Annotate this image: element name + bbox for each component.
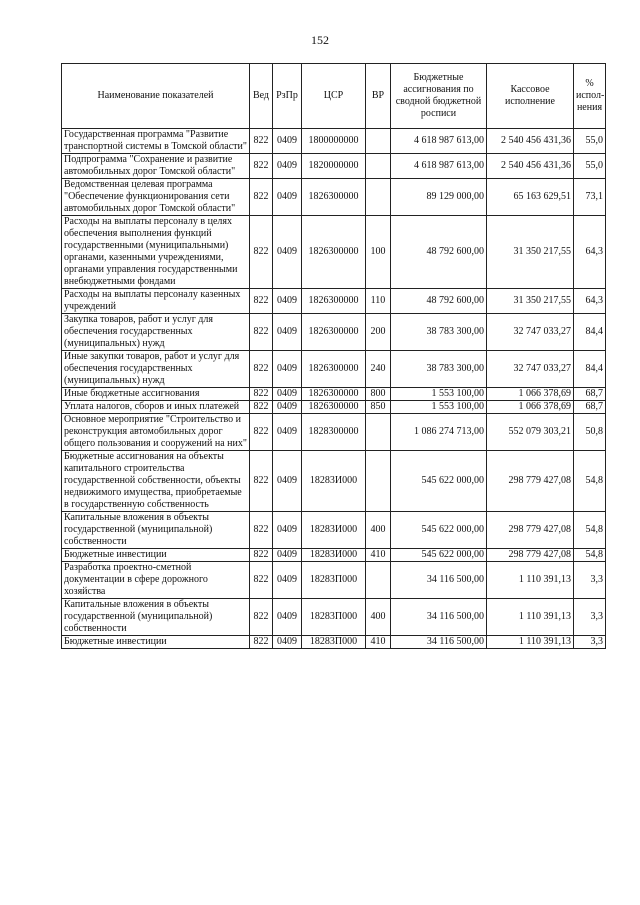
cell-budget: 34 116 500,00 bbox=[391, 599, 487, 636]
cell-rzpr: 0409 bbox=[273, 314, 302, 351]
cell-csr: 18283И000 bbox=[302, 451, 366, 512]
table-row bbox=[62, 351, 606, 388]
cell-ved: 822 bbox=[250, 179, 273, 216]
cell-ved: 822 bbox=[250, 414, 273, 451]
cell-budget: 545 622 000,00 bbox=[391, 451, 487, 512]
cell-rzpr: 0409 bbox=[273, 414, 302, 451]
cell-rzpr: 0409 bbox=[273, 388, 302, 401]
cell-name: Расходы на выплаты персоналу казенных учреждений bbox=[62, 289, 250, 314]
cell-name: Закупка товаров, работ и услуг для обеспечения государственных (муниципальных) нужд bbox=[62, 314, 250, 351]
cell-budget: 48 792 600,00 bbox=[391, 216, 487, 289]
cell-csr: 1820000000 bbox=[302, 154, 366, 179]
cell-vr bbox=[366, 562, 391, 599]
cell-percent: 55,0 bbox=[574, 154, 606, 179]
cell-name: Ведомственная целевая программа "Обеспечение функционирования сети автомобильных дорог Томской области" bbox=[62, 179, 250, 216]
cell-budget: 1 086 274 713,00 bbox=[391, 414, 487, 451]
cell-percent: 68,7 bbox=[574, 388, 606, 401]
cell-vr bbox=[366, 179, 391, 216]
table-row bbox=[62, 154, 606, 179]
cell-name: Иные бюджетные ассигнования bbox=[62, 388, 250, 401]
cell-cash: 31 350 217,55 bbox=[487, 216, 574, 289]
table-row bbox=[62, 562, 606, 599]
table-row bbox=[62, 451, 606, 512]
cell-budget: 89 129 000,00 bbox=[391, 179, 487, 216]
cell-name: Основное мероприятие "Строительство и реконструкция автомобильных дорог общего пользования и сооружений на них" bbox=[62, 414, 250, 451]
cell-percent: 73,1 bbox=[574, 179, 606, 216]
table-row bbox=[62, 599, 606, 636]
header-name: Наименование показателей bbox=[62, 64, 250, 129]
cell-percent: 68,7 bbox=[574, 401, 606, 414]
cell-rzpr: 0409 bbox=[273, 512, 302, 549]
cell-csr: 18283И000 bbox=[302, 549, 366, 562]
cell-name: Иные закупки товаров, работ и услуг для обеспечения государственных (муниципальных) нужд bbox=[62, 351, 250, 388]
cell-cash: 298 779 427,08 bbox=[487, 549, 574, 562]
cell-csr: 18283И000 bbox=[302, 512, 366, 549]
cell-ved: 822 bbox=[250, 451, 273, 512]
cell-cash: 1 110 391,13 bbox=[487, 636, 574, 649]
cell-rzpr: 0409 bbox=[273, 562, 302, 599]
cell-cash: 298 779 427,08 bbox=[487, 451, 574, 512]
cell-percent: 54,8 bbox=[574, 549, 606, 562]
cell-vr: 400 bbox=[366, 599, 391, 636]
cell-ved: 822 bbox=[250, 636, 273, 649]
header-ved: Вед bbox=[250, 64, 273, 129]
cell-csr: 1826300000 bbox=[302, 179, 366, 216]
table-row bbox=[62, 314, 606, 351]
table-row bbox=[62, 414, 606, 451]
cell-csr: 1826300000 bbox=[302, 401, 366, 414]
table-row bbox=[62, 388, 606, 401]
cell-name: Подпрограмма "Сохранение и развитие автомобильных дорог Томской области" bbox=[62, 154, 250, 179]
cell-percent: 54,8 bbox=[574, 451, 606, 512]
cell-name: Расходы на выплаты персоналу в целях обеспечения выполнения функций государственными (муниципальными) органами, казенными учреждениями, органами управления государственными внебюджетными фондами bbox=[62, 216, 250, 289]
cell-name: Бюджетные инвестиции bbox=[62, 636, 250, 649]
cell-budget: 1 553 100,00 bbox=[391, 388, 487, 401]
cell-percent: 64,3 bbox=[574, 289, 606, 314]
budget-execution-table bbox=[61, 63, 606, 649]
cell-cash: 32 747 033,27 bbox=[487, 314, 574, 351]
cell-cash: 1 110 391,13 bbox=[487, 599, 574, 636]
cell-rzpr: 0409 bbox=[273, 154, 302, 179]
header-cash: Кассовое исполнение bbox=[487, 64, 574, 129]
cell-vr: 110 bbox=[366, 289, 391, 314]
cell-budget: 545 622 000,00 bbox=[391, 512, 487, 549]
cell-budget: 4 618 987 613,00 bbox=[391, 154, 487, 179]
cell-ved: 822 bbox=[250, 599, 273, 636]
cell-vr bbox=[366, 414, 391, 451]
cell-rzpr: 0409 bbox=[273, 289, 302, 314]
cell-ved: 822 bbox=[250, 351, 273, 388]
cell-budget: 48 792 600,00 bbox=[391, 289, 487, 314]
header-vr: ВР bbox=[366, 64, 391, 129]
cell-percent: 55,0 bbox=[574, 129, 606, 154]
table-row bbox=[62, 512, 606, 549]
cell-budget: 38 783 300,00 bbox=[391, 314, 487, 351]
cell-budget: 34 116 500,00 bbox=[391, 562, 487, 599]
cell-ved: 822 bbox=[250, 512, 273, 549]
cell-cash: 1 066 378,69 bbox=[487, 401, 574, 414]
cell-rzpr: 0409 bbox=[273, 636, 302, 649]
cell-vr: 400 bbox=[366, 512, 391, 549]
cell-cash: 1 066 378,69 bbox=[487, 388, 574, 401]
header-percent: % испол-нения bbox=[574, 64, 606, 129]
cell-csr: 1828300000 bbox=[302, 414, 366, 451]
cell-rzpr: 0409 bbox=[273, 179, 302, 216]
cell-percent: 84,4 bbox=[574, 314, 606, 351]
cell-vr: 410 bbox=[366, 636, 391, 649]
cell-vr: 410 bbox=[366, 549, 391, 562]
header-rzpr: РзПр bbox=[273, 64, 302, 129]
cell-cash: 32 747 033,27 bbox=[487, 351, 574, 388]
cell-name: Капитальные вложения в объекты государственной (муниципальной) собственности bbox=[62, 512, 250, 549]
cell-cash: 65 163 629,51 bbox=[487, 179, 574, 216]
table-row bbox=[62, 549, 606, 562]
cell-rzpr: 0409 bbox=[273, 401, 302, 414]
cell-budget: 545 622 000,00 bbox=[391, 549, 487, 562]
cell-vr bbox=[366, 129, 391, 154]
header-csr: ЦСР bbox=[302, 64, 366, 129]
cell-csr: 1826300000 bbox=[302, 289, 366, 314]
cell-percent: 3,3 bbox=[574, 599, 606, 636]
cell-rzpr: 0409 bbox=[273, 599, 302, 636]
cell-rzpr: 0409 bbox=[273, 451, 302, 512]
cell-name: Бюджетные инвестиции bbox=[62, 549, 250, 562]
page-number: 152 bbox=[311, 33, 329, 47]
cell-name: Капитальные вложения в объекты государственной (муниципальной) собственности bbox=[62, 599, 250, 636]
table-row bbox=[62, 179, 606, 216]
cell-csr: 1826300000 bbox=[302, 314, 366, 351]
cell-cash: 552 079 303,21 bbox=[487, 414, 574, 451]
cell-csr: 18283П000 bbox=[302, 562, 366, 599]
cell-cash: 31 350 217,55 bbox=[487, 289, 574, 314]
cell-ved: 822 bbox=[250, 401, 273, 414]
cell-name: Уплата налогов, сборов и иных платежей bbox=[62, 401, 250, 414]
table-row bbox=[62, 129, 606, 154]
cell-vr bbox=[366, 451, 391, 512]
cell-rzpr: 0409 bbox=[273, 129, 302, 154]
cell-budget: 4 618 987 613,00 bbox=[391, 129, 487, 154]
cell-csr: 18283П000 bbox=[302, 599, 366, 636]
cell-ved: 822 bbox=[250, 562, 273, 599]
cell-percent: 3,3 bbox=[574, 636, 606, 649]
cell-csr: 1800000000 bbox=[302, 129, 366, 154]
cell-ved: 822 bbox=[250, 549, 273, 562]
cell-cash: 2 540 456 431,36 bbox=[487, 129, 574, 154]
cell-rzpr: 0409 bbox=[273, 351, 302, 388]
cell-budget: 1 553 100,00 bbox=[391, 401, 487, 414]
cell-cash: 2 540 456 431,36 bbox=[487, 154, 574, 179]
cell-budget: 34 116 500,00 bbox=[391, 636, 487, 649]
cell-csr: 1826300000 bbox=[302, 216, 366, 289]
header-budget: Бюджетные ассигнования по сводной бюджетной росписи bbox=[391, 64, 487, 129]
cell-vr: 800 bbox=[366, 388, 391, 401]
cell-vr: 100 bbox=[366, 216, 391, 289]
cell-rzpr: 0409 bbox=[273, 549, 302, 562]
cell-cash: 298 779 427,08 bbox=[487, 512, 574, 549]
cell-percent: 54,8 bbox=[574, 512, 606, 549]
cell-name: Бюджетные ассигнования на объекты капитального строительства государственной собственности, объекты недвижимого имущества, приобретаемые в государственную собственность bbox=[62, 451, 250, 512]
cell-ved: 822 bbox=[250, 129, 273, 154]
cell-percent: 84,4 bbox=[574, 351, 606, 388]
cell-percent: 3,3 bbox=[574, 562, 606, 599]
cell-percent: 64,3 bbox=[574, 216, 606, 289]
cell-vr: 240 bbox=[366, 351, 391, 388]
cell-csr: 1826300000 bbox=[302, 351, 366, 388]
table-row bbox=[62, 289, 606, 314]
table-header-row bbox=[62, 64, 606, 129]
cell-vr bbox=[366, 154, 391, 179]
cell-name: Разработка проектно-сметной документации в сфере дорожного хозяйства bbox=[62, 562, 250, 599]
cell-csr: 18283П000 bbox=[302, 636, 366, 649]
cell-vr: 850 bbox=[366, 401, 391, 414]
cell-ved: 822 bbox=[250, 216, 273, 289]
cell-rzpr: 0409 bbox=[273, 216, 302, 289]
cell-budget: 38 783 300,00 bbox=[391, 351, 487, 388]
table-row bbox=[62, 636, 606, 649]
cell-ved: 822 bbox=[250, 388, 273, 401]
cell-csr: 1826300000 bbox=[302, 388, 366, 401]
cell-vr: 200 bbox=[366, 314, 391, 351]
cell-ved: 822 bbox=[250, 154, 273, 179]
cell-cash: 1 110 391,13 bbox=[487, 562, 574, 599]
cell-name: Государственная программа "Развитие транспортной системы в Томской области" bbox=[62, 129, 250, 154]
table-row bbox=[62, 401, 606, 414]
cell-ved: 822 bbox=[250, 289, 273, 314]
cell-percent: 50,8 bbox=[574, 414, 606, 451]
table-row bbox=[62, 216, 606, 289]
cell-ved: 822 bbox=[250, 314, 273, 351]
